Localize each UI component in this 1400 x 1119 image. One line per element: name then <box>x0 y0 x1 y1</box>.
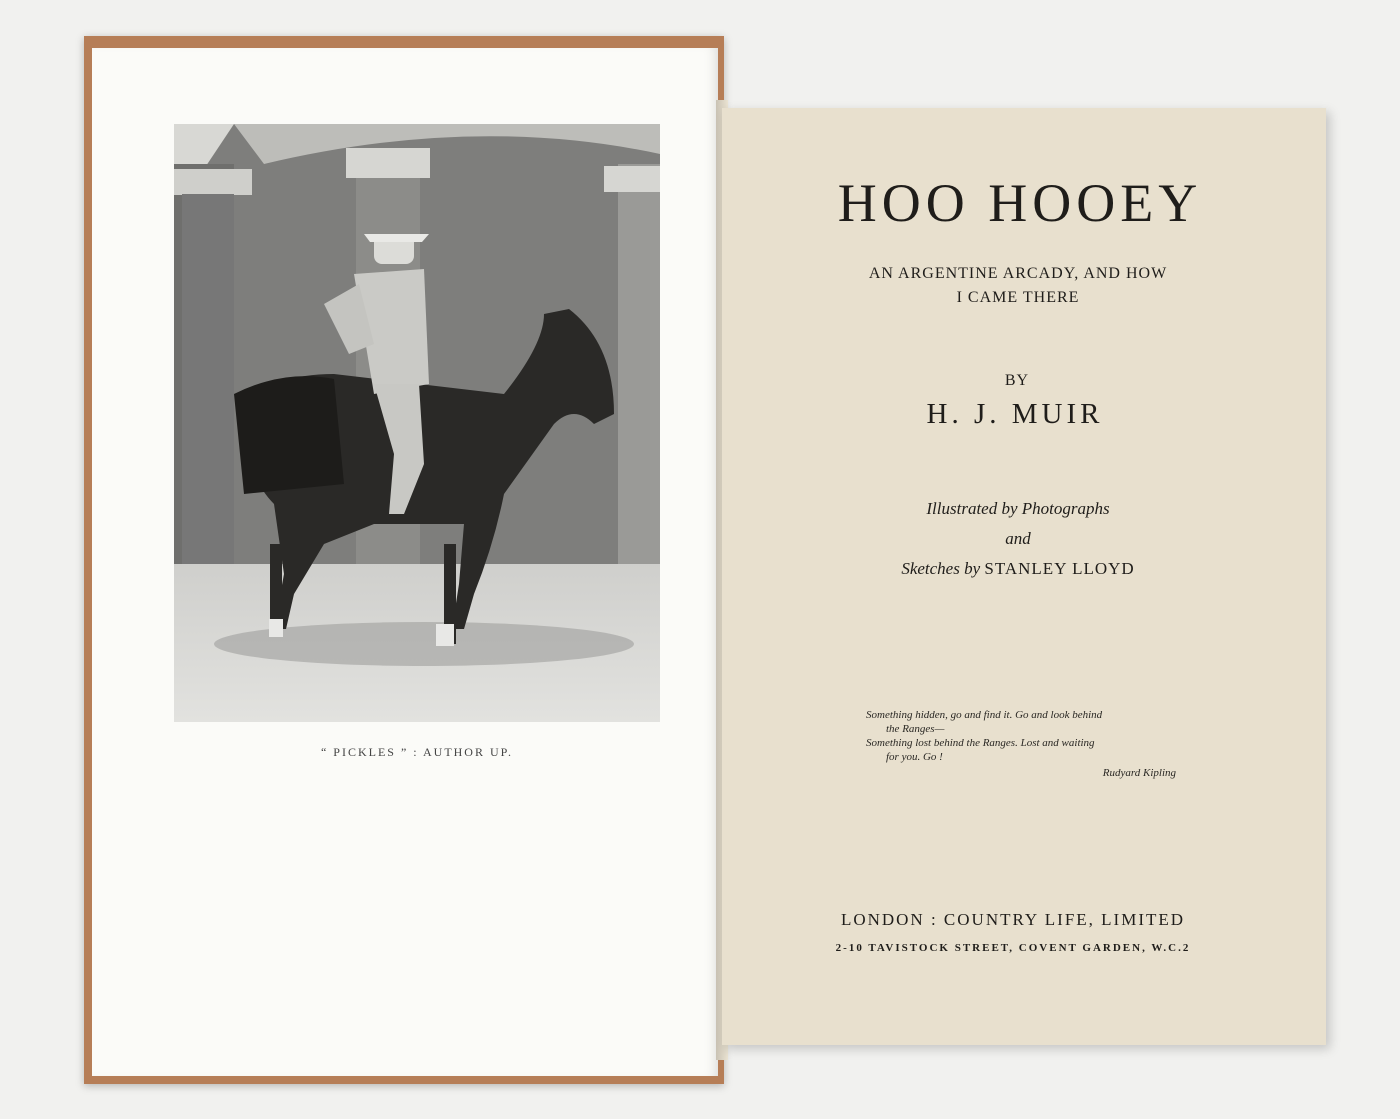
publisher-line: LONDON : COUNTRY LIFE, LIMITED <box>840 910 1186 929</box>
epigraph-attribution: Rudyard Kipling <box>1102 767 1176 779</box>
illustrator-name: STANLEY LLOYD <box>984 559 1135 578</box>
epigraph-line-2b: for you. Go ! <box>886 751 943 763</box>
subtitle-line-2: I CAME THERE <box>956 289 1080 306</box>
publisher-address: 2-10 TAVISTOCK STREET, COVENT GARDEN, W.C.2 <box>835 942 1191 954</box>
subtitle-line-1: AN ARGENTINE ARCADY, AND HOW <box>868 265 1168 282</box>
book-subtitle <box>760 262 1276 310</box>
illustration-credit <box>760 494 1276 584</box>
sketches-line <box>760 554 1276 584</box>
by-label: BY <box>1004 372 1030 389</box>
author-name: H. J. MUIR <box>926 398 1104 430</box>
epigraph <box>866 708 1176 780</box>
epigraph-line-1: Something hidden, go and find it. Go and look behind <box>866 709 1103 721</box>
photo-caption: “ PICKLES ” : AUTHOR UP. <box>320 745 513 759</box>
epigraph-line-1b: the Ranges— <box>886 723 945 735</box>
sketches-prefix: Sketches by <box>901 559 985 578</box>
book-title: HOO HOOEY <box>837 173 1203 233</box>
illustrated-line: Illustrated by Photographs <box>926 499 1110 518</box>
and-word: and <box>1005 529 1031 548</box>
epigraph-line-2: Something lost behind the Ranges. Lost and waiting <box>866 737 1095 749</box>
frontispiece-photo <box>174 124 660 722</box>
